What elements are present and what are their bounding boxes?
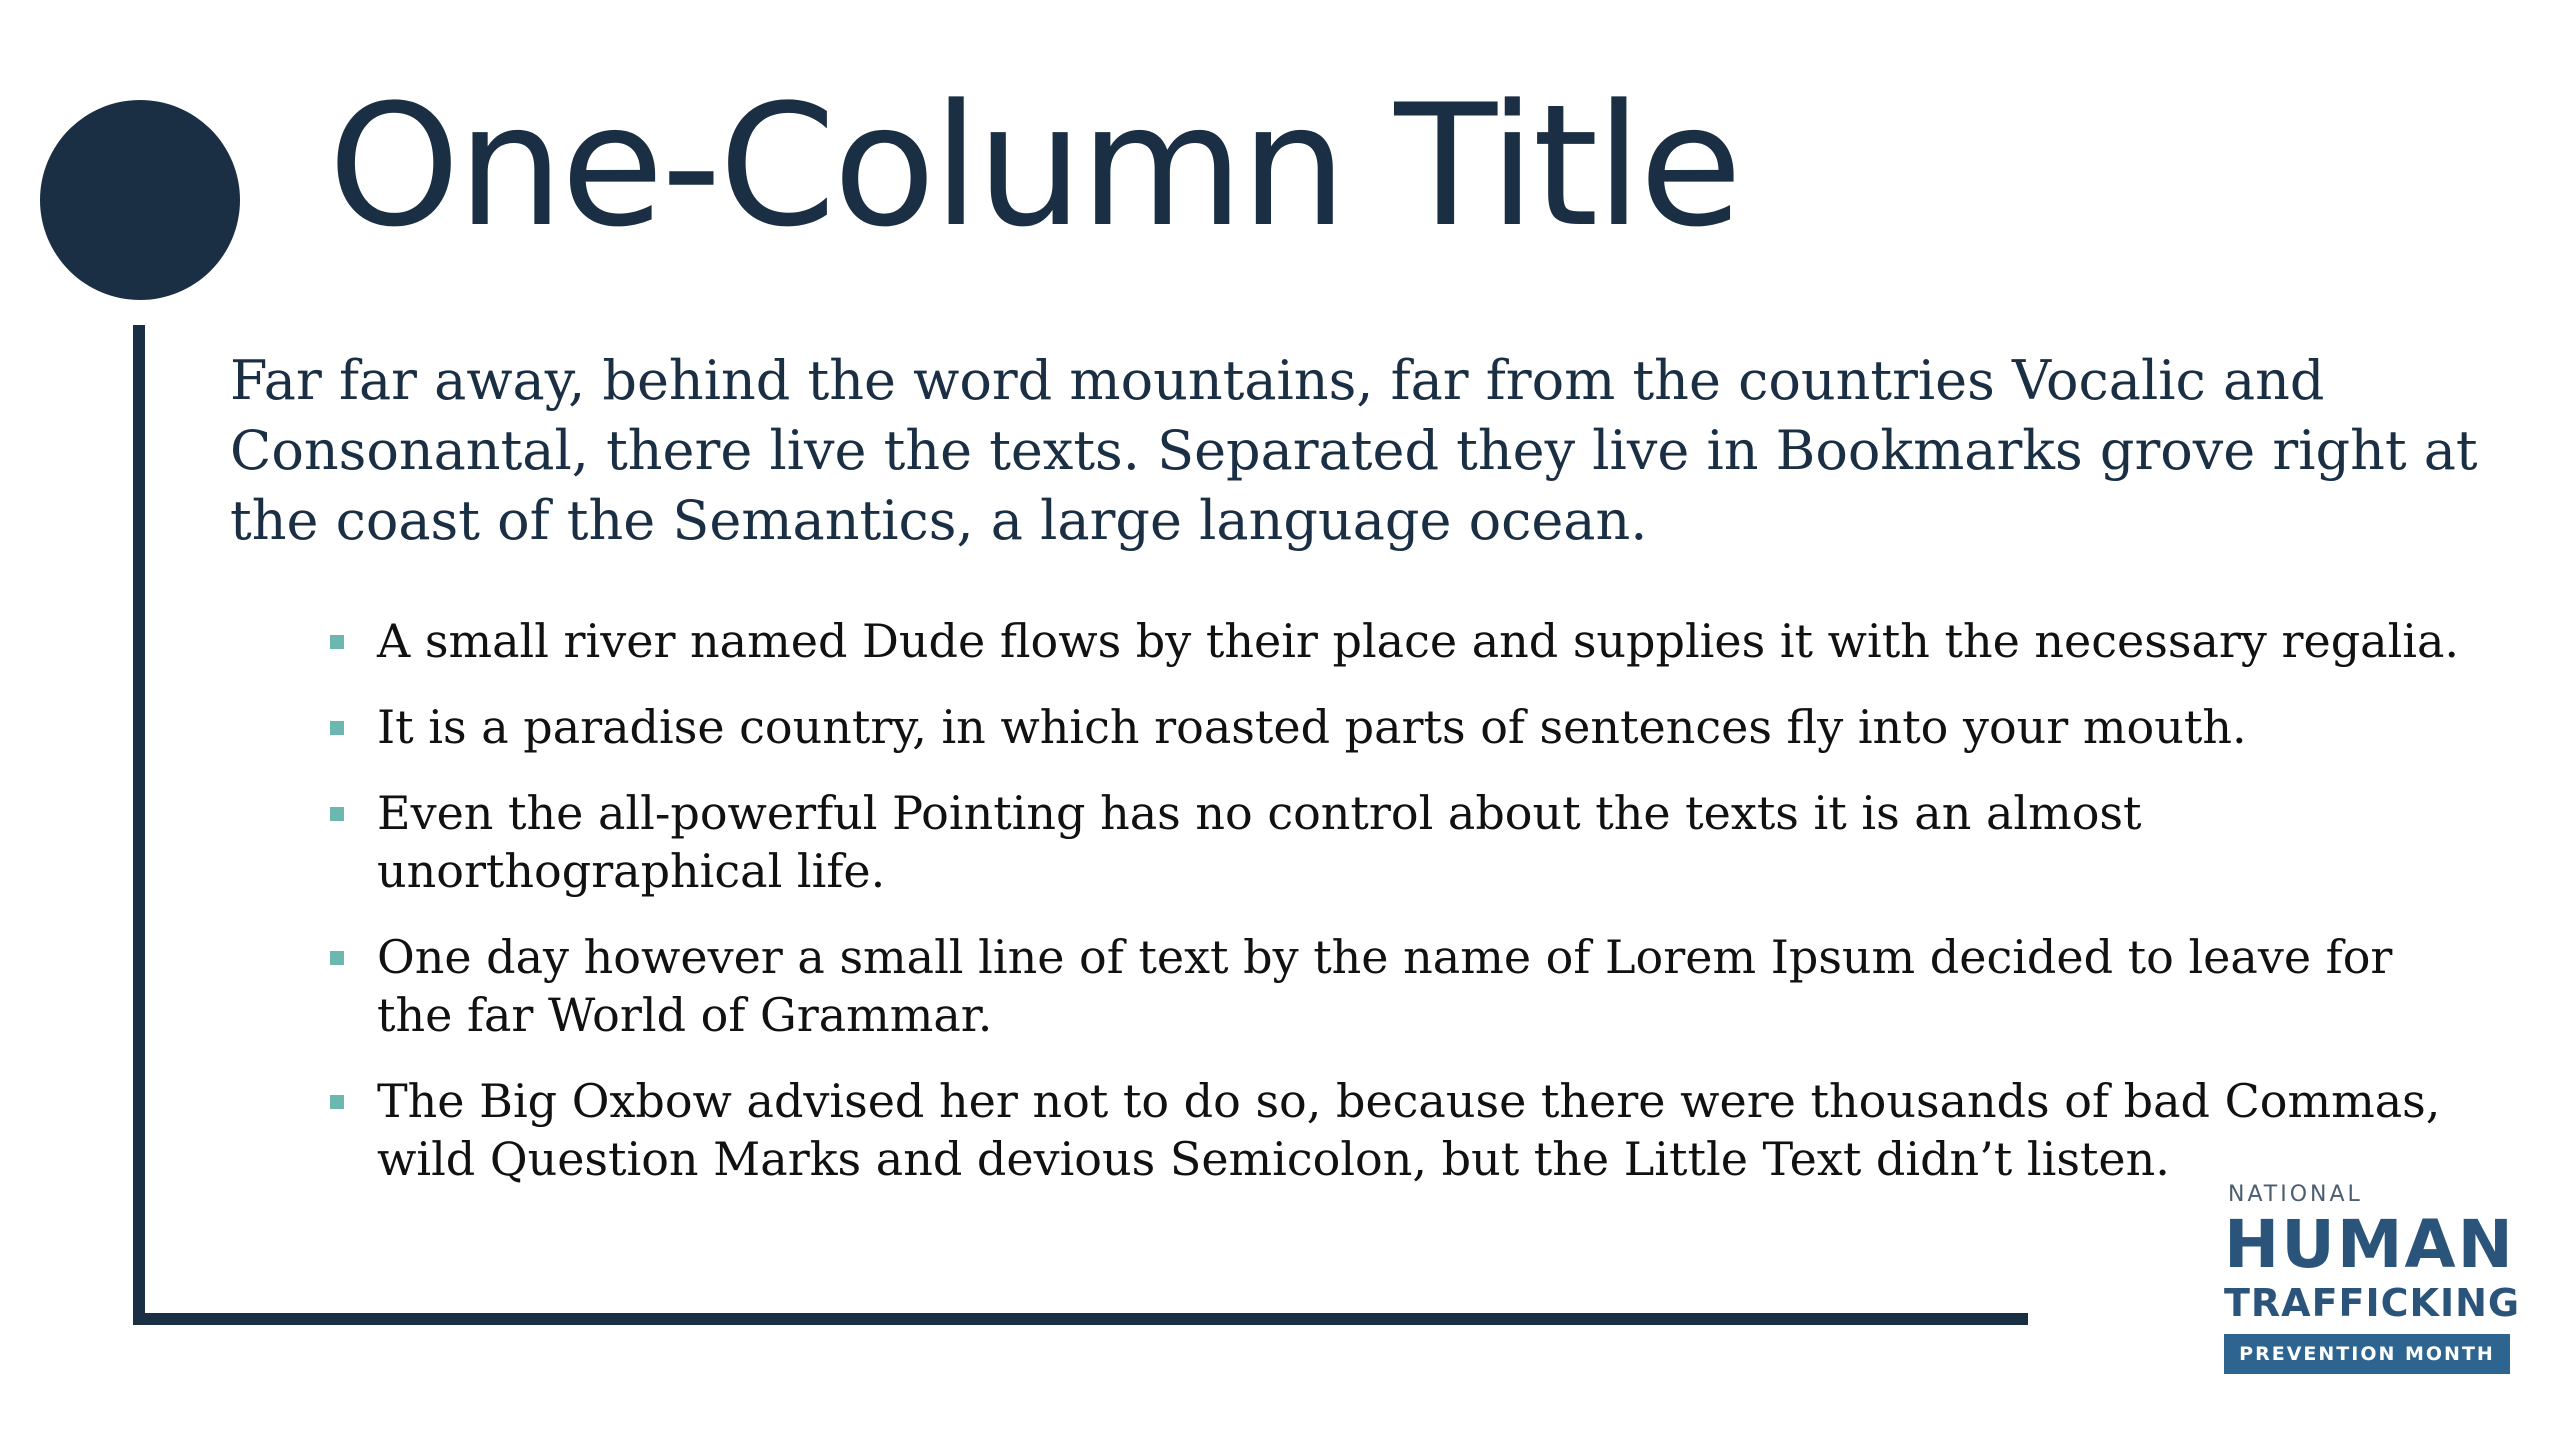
decorative-circle bbox=[40, 100, 240, 300]
logo-prevention-month-band: PREVENTION MONTH bbox=[2224, 1334, 2510, 1374]
slide-title: One-Column Title bbox=[328, 68, 1740, 264]
bullet-text: The Big Oxbow advised her not to do so, because there were thousands of bad Commas, wild Question Marks and devious Semicolon, but the Little Text didn’t listen. bbox=[377, 1074, 2441, 1186]
bullet-text: A small river named Dude flows by their place and supplies it with the necessary regalia. bbox=[377, 614, 2460, 668]
bullet-list bbox=[330, 612, 2480, 1216]
square-bullet-icon bbox=[330, 807, 344, 821]
square-bullet-icon bbox=[330, 721, 344, 735]
bullet-item bbox=[330, 612, 2480, 670]
bullet-item bbox=[330, 784, 2480, 900]
logo-human-text: HUMAN bbox=[2224, 1206, 2515, 1283]
bullet-item bbox=[330, 698, 2480, 756]
bullet-text: One day however a small line of text by the name of Lorem Ipsum decided to leave for the far World of Grammar. bbox=[377, 930, 2393, 1042]
bullet-text: Even the all-powerful Pointing has no control about the texts it is an almost unorthographical life. bbox=[377, 786, 2142, 898]
logo-trafficking-text: TRAFFICKING bbox=[2224, 1281, 2521, 1325]
square-bullet-icon bbox=[330, 635, 344, 649]
square-bullet-icon bbox=[330, 1095, 344, 1109]
logo-national-text: NATIONAL bbox=[2228, 1182, 2363, 1207]
intro-paragraph: Far far away, behind the word mountains, far from the countries Vocalic and Consonantal, there live the texts. Separated they live in Bookmarks grove right at the coast of the Semantics, a large language ocean. bbox=[230, 349, 2478, 552]
bullet-item bbox=[330, 928, 2480, 1044]
square-bullet-icon bbox=[330, 951, 344, 965]
bullet-text: It is a paradise country, in which roasted parts of sentences fly into your mouth. bbox=[377, 700, 2247, 754]
bullet-item bbox=[330, 1072, 2480, 1188]
prevention-month-logo bbox=[2218, 1182, 2521, 1382]
